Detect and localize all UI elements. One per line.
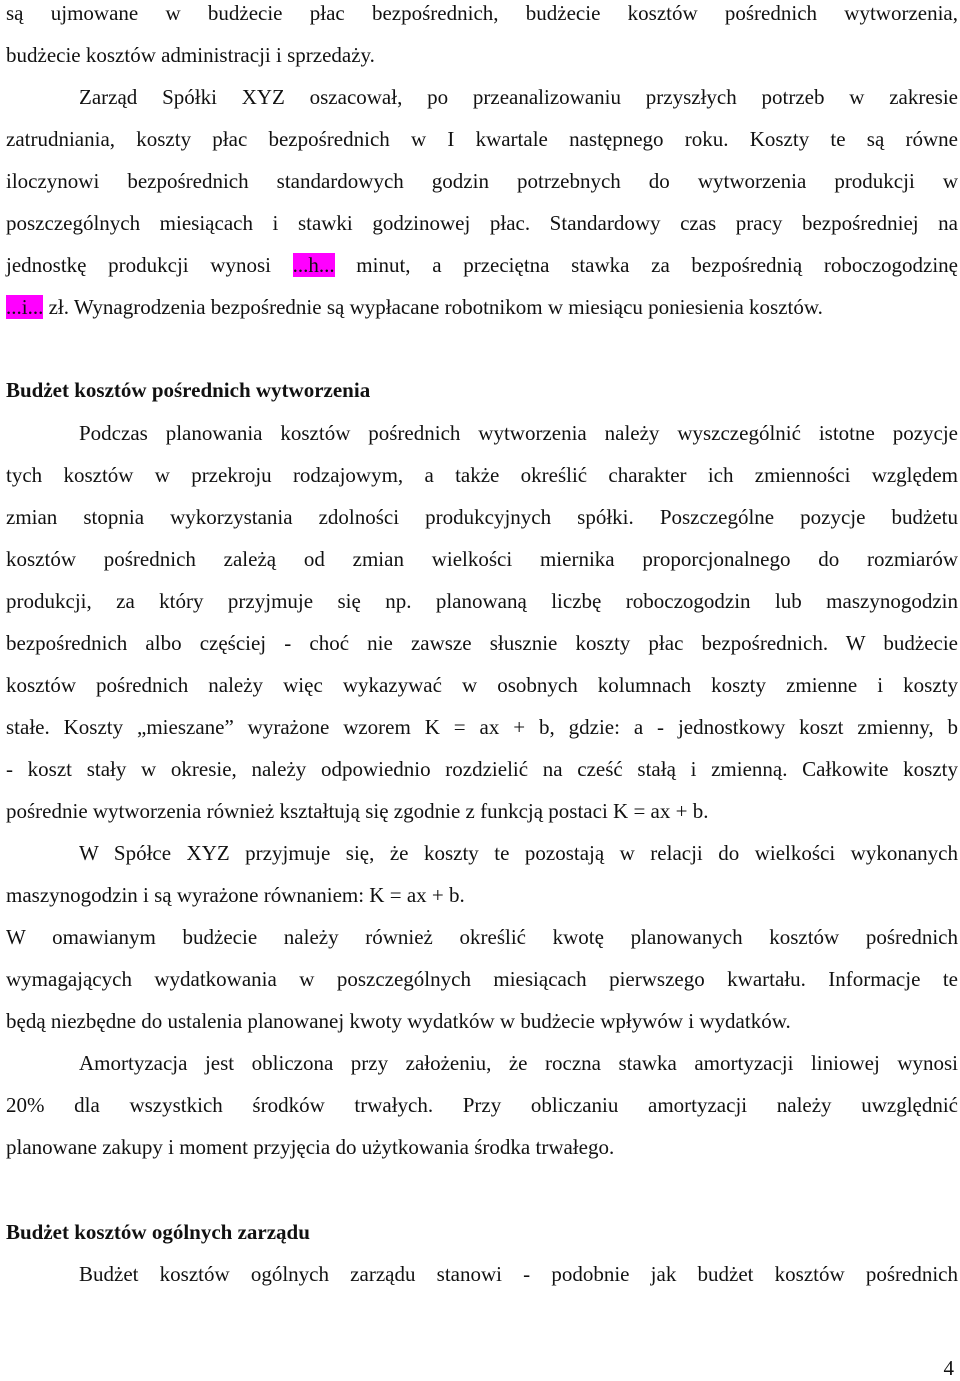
text-line: budżecie kosztów administracji i sprzedaży. bbox=[6, 43, 375, 67]
text-line: produkcji, za który przyjmuje się np. planowaną liczbę roboczogodzin lub maszynogodzin bbox=[6, 589, 958, 613]
text-line: pośrednie wytworzenia również kształtują się zgodnie z funkcją postaci K = ax + b. bbox=[6, 799, 709, 823]
page-number: 4 bbox=[943, 1356, 954, 1380]
text-line: stałe. Koszty „mieszane” wyrażone wzorem K = ax + b, gdzie: a - jednostkowy koszt zmienny, b bbox=[6, 715, 958, 739]
text-segment: minut, a przeciętna stawka za bezpośrednią roboczogodzinę bbox=[334, 253, 958, 277]
text-line: bezpośrednich albo częściej - choć nie zawsze słusznie koszty płac bezpośrednich. W budżecie bbox=[6, 631, 958, 655]
text-line-i bbox=[6, 294, 958, 320]
text-line: poszczególnych miesiącach i stawki godzinowej płac. Standardowy czas pracy bezpośredniej na bbox=[6, 211, 958, 235]
text-line: - koszt stały w okresie, należy odpowiednio rozdzielić na cześć stałą i zmienną. Całkowite koszty bbox=[6, 757, 958, 781]
text-line: Zarząd Spółki XYZ oszacował, po przeanalizowaniu przyszłych potrzeb w zakresie bbox=[79, 85, 958, 109]
text-line: Amortyzacja jest obliczona przy założeniu, że roczna stawka amortyzacji liniowej wynosi bbox=[79, 1051, 958, 1075]
text-line: zmian stopnia wykorzystania zdolności produkcyjnych spółki. Poszczególne pozycje budżetu bbox=[6, 505, 958, 529]
highlighted-field-i: ...i... bbox=[6, 295, 44, 319]
text-line: tych kosztów w przekroju rodzajowym, a także określić charakter ich zmienności względem bbox=[6, 463, 958, 487]
text-line-h bbox=[6, 252, 958, 278]
text-line: 20% dla wszystkich środków trwałych. Przy obliczaniu amortyzacji należy uwzględnić bbox=[6, 1093, 958, 1117]
section-heading: Budżet kosztów pośrednich wytworzenia bbox=[6, 378, 371, 402]
text-line: Budżet kosztów ogólnych zarządu stanowi - podobnie jak budżet kosztów pośrednich bbox=[79, 1262, 958, 1286]
text-line: iloczynowi bezpośrednich standardowych godzin potrzebnych do wytworzenia produkcji w bbox=[6, 169, 958, 193]
section-heading: Budżet kosztów ogólnych zarządu bbox=[6, 1220, 310, 1244]
text-line: będą niezbędne do ustalenia planowanej kwoty wydatków w budżecie wpływów i wydatków. bbox=[6, 1009, 791, 1033]
text-line: maszynogodzin i są wyrażone równaniem: K = ax + b. bbox=[6, 883, 465, 907]
highlighted-field-h: ...h... bbox=[292, 253, 335, 277]
text-line: planowane zakupy i moment przyjęcia do użytkowania środka trwałego. bbox=[6, 1135, 615, 1159]
text-line: W omawianym budżecie należy również określić kwotę planowanych kosztów pośrednich bbox=[6, 925, 958, 949]
text-line: kosztów pośrednich zależą od zmian wielkości miernika proporcjonalnego do rozmiarów bbox=[6, 547, 958, 571]
text-line: są ujmowane w budżecie płac bezpośrednich, budżecie kosztów pośrednich wytworzenia, bbox=[6, 1, 958, 25]
text-line: Podczas planowania kosztów pośrednich wytworzenia należy wyszczególnić istotne pozycje bbox=[79, 421, 958, 445]
text-line: zatrudniania, koszty płac bezpośrednich w I kwartale następnego roku. Koszty te są równe bbox=[6, 127, 958, 151]
text-line: kosztów pośrednich należy więc wykazywać w osobnych kolumnach koszty zmienne i koszty bbox=[6, 673, 958, 697]
text-segment: jednostkę produkcji wynosi bbox=[6, 253, 293, 277]
text-line: W Spółce XYZ przyjmuje się, że koszty te pozostają w relacji do wielkości wykonanych bbox=[79, 841, 958, 865]
text-segment: zł. Wynagrodzenia bezpośrednie są wypłacane robotnikom w miesiącu poniesienia kosztów. bbox=[43, 295, 823, 319]
text-line: wymagających wydatkowania w poszczególnych miesiącach pierwszego kwartału. Informacje te bbox=[6, 967, 958, 991]
